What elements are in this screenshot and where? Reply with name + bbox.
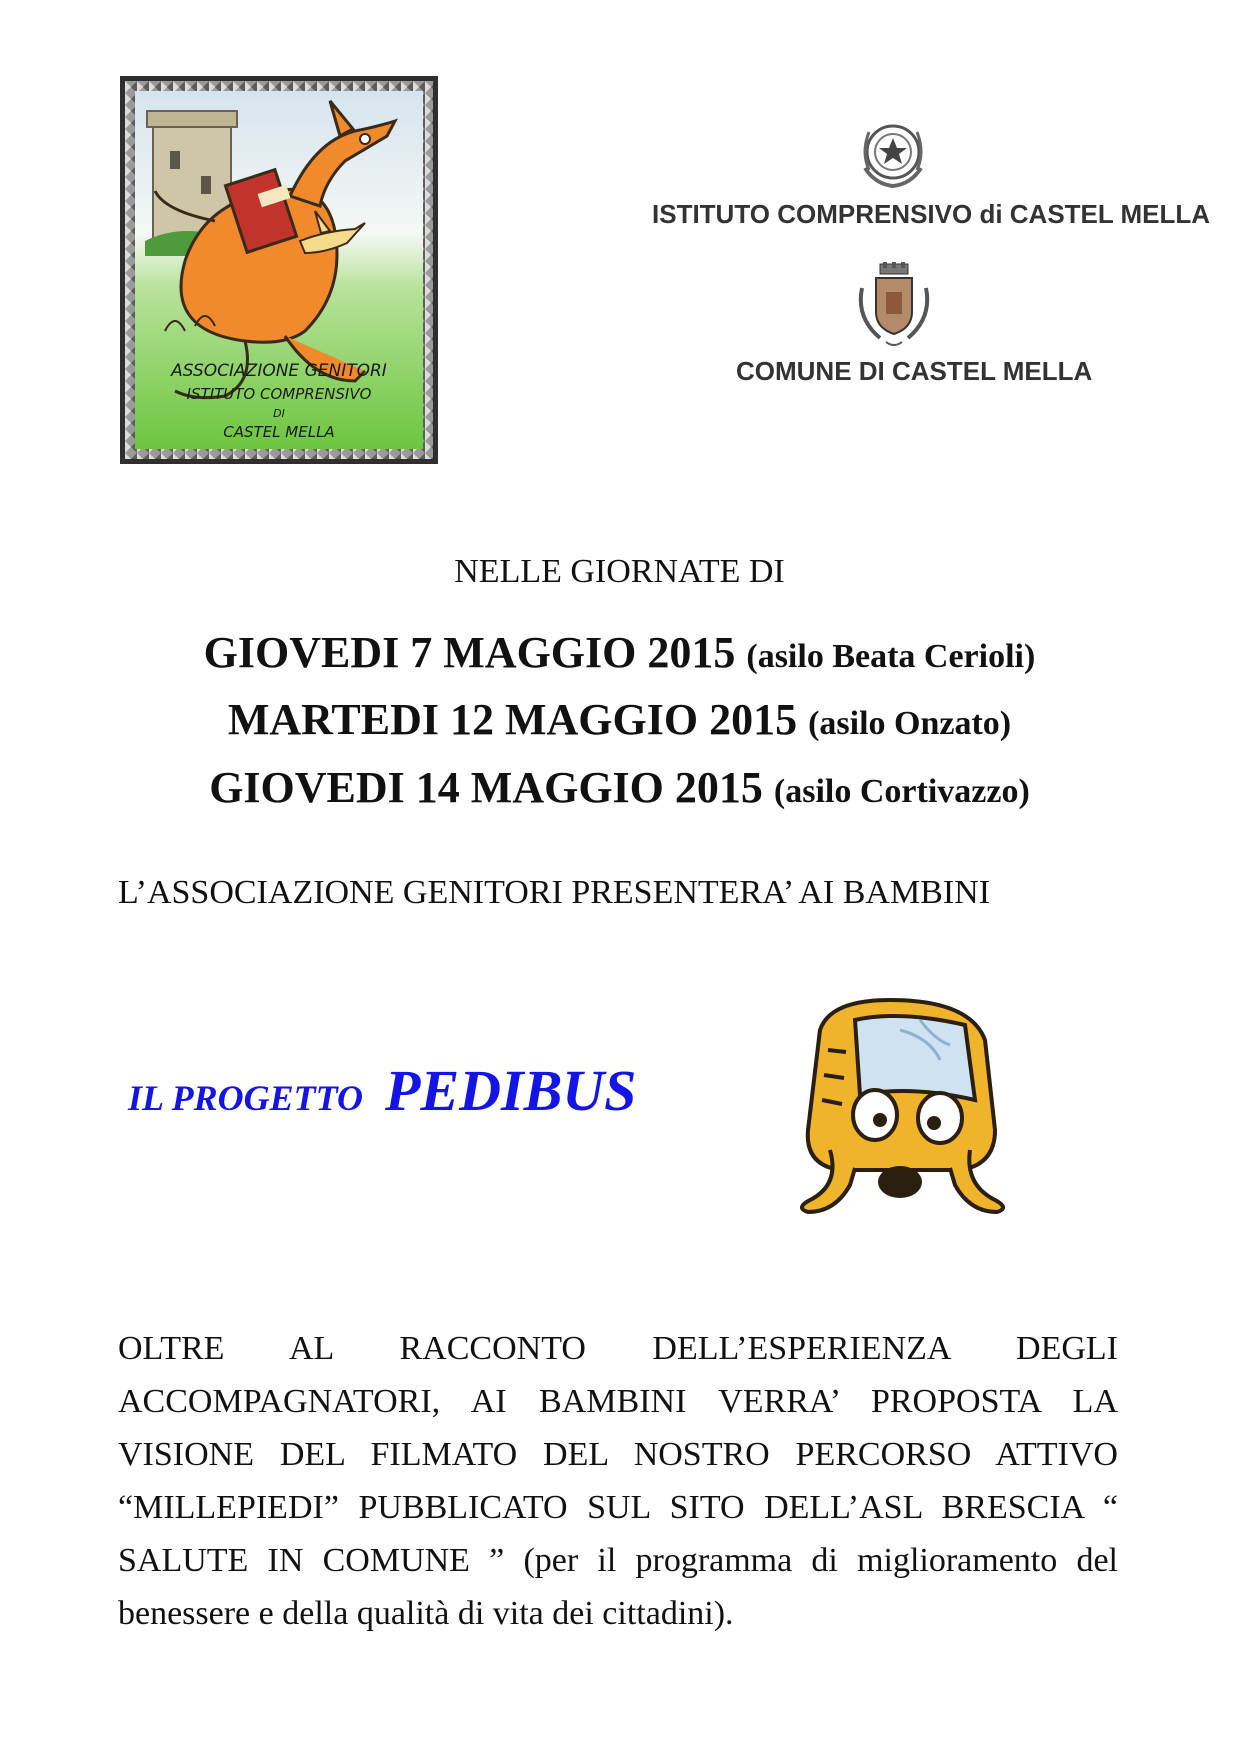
svg-text:ISTITUTO COMPRENSIVO: ISTITUTO COMPRENSIVO (186, 385, 372, 403)
municipality-name: COMUNE DI CASTEL MELLA (736, 356, 1093, 386)
venue-text: (asilo Onzato) (808, 705, 1012, 742)
pedibus-bus-mascot-icon (780, 990, 1020, 1220)
venue-text: (asilo Beata Cerioli) (746, 638, 1036, 675)
municipal-crest-icon (850, 262, 938, 352)
republic-emblem-icon (855, 118, 931, 192)
date-text: GIOVEDI 7 MAGGIO 2015 (203, 628, 736, 677)
svg-text:ASSOCIAZIONE GENITORI: ASSOCIAZIONE GENITORI (171, 361, 387, 381)
date-text: GIOVEDI 14 MAGGIO 2015 (209, 763, 763, 812)
project-prefix: IL PROGETTO (128, 1078, 364, 1118)
project-name: PEDIBUS (385, 1058, 637, 1123)
svg-text:CASTEL MELLA: CASTEL MELLA (223, 423, 335, 441)
date-text: MARTEDI 12 MAGGIO 2015 (227, 695, 798, 744)
school-name: ISTITUTO COMPRENSIVO di CASTEL MELLA (652, 199, 1211, 229)
svg-text:DI: DI (273, 407, 285, 420)
body-paragraph: OLTRE AL RACCONTO DELL’ESPERIENZA DEGLI ACCOMPAGNATORI, AI BAMBINI VERRA’ PROPOSTA LA VISIONE DEL FILMATO DEL NOSTRO PERCORSO ATTIVO “MILLEPIEDI” PUBBLICATO SUL SITO DELL’ASL BRESCIA “ SALUTE IN COMUNE ” (per il programma di miglioramento del benessere e della qualità di vita dei cittadini). (118, 1330, 1118, 1632)
date-line (0, 694, 1239, 745)
association-logo (120, 76, 438, 464)
presents-text: L’ASSOCIAZIONE GENITORI PRESENTERA’ AI BAMBINI (118, 874, 991, 911)
date-line (0, 762, 1239, 813)
intro-text: NELLE GIORNATE DI (454, 553, 785, 590)
project-heading (128, 1057, 636, 1124)
venue-text: (asilo Cortivazzo) (773, 773, 1030, 810)
kangaroo-illustration (125, 81, 433, 459)
date-line (0, 627, 1239, 678)
